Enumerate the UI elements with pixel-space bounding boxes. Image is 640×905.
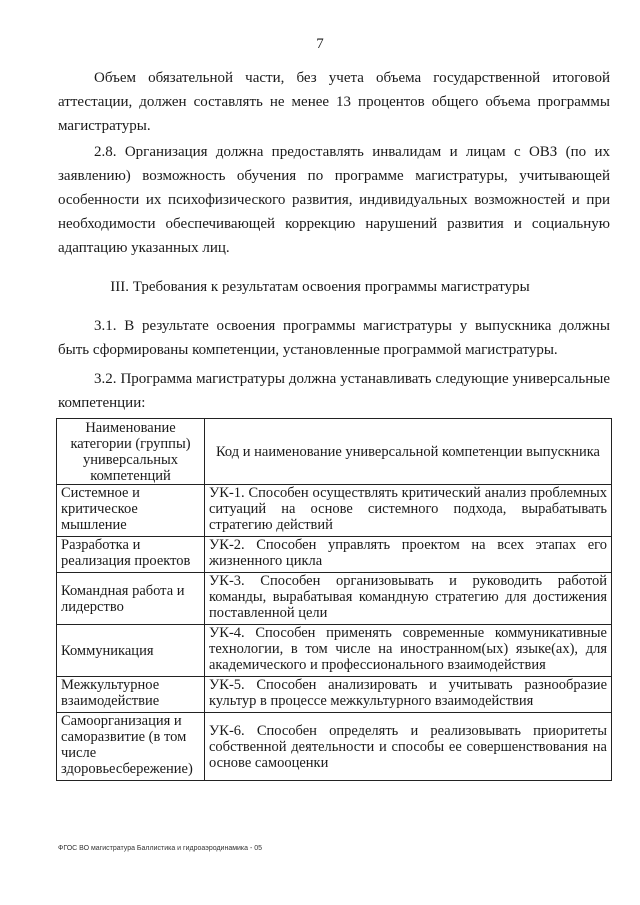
competence-cell: УК-5. Способен анализировать и учитывать разнообразие культур в процессе межкультурного взаимодействия [205,677,612,713]
column-header-category: Наименование категории (группы) универсальных компетенций [57,419,205,485]
category-cell: Системное и критическое мышление [57,485,205,537]
paragraph-2-8 [58,140,610,260]
section-heading: III. Требования к результатам освоения программы магистратуры [110,279,530,295]
category-cell: Командная работа и лидерство [57,573,205,625]
competence-cell: УК-1. Способен осуществлять критический анализ проблемных ситуаций на основе системного подхода, вырабатывать стратегию действий [205,485,612,537]
column-header-competence: Код и наименование универсальной компетенции выпускника [205,419,612,485]
category-cell: Межкультурное взаимодействие [57,677,205,713]
category-cell: Самоорганизация и саморазвитие (в том числе здоровьесбережение) [57,713,205,781]
competence-cell: УК-3. Способен организовывать и руководить работой команды, вырабатывая командную стратегию для достижения поставленной цели [205,573,612,625]
table-header-row [57,419,612,485]
competence-cell: УК-4. Способен применять современные коммуникативные технологии, в том числе на иностранном(ых) языке(ах), для академического и профессионального взаимодействия [205,625,612,677]
competence-cell: УК-2. Способен управлять проектом на всех этапах его жизненного цикла [205,537,612,573]
competence-cell: УК-6. Способен определять и реализовывать приоритеты собственной деятельности и способы ее совершенствования на основе самооценки [205,713,612,781]
table-row [57,573,612,625]
paragraph-mandatory-part [58,66,610,138]
paragraph-text: Объем обязательной части, без учета объема государственной итоговой аттестации, должен составлять не менее 13 процентов общего объема программы магистратуры. [58,70,610,134]
table-row [57,485,612,537]
category-cell: Коммуникация [57,625,205,677]
table-row [57,677,612,713]
category-cell: Разработка и реализация проектов [57,537,205,573]
page-number: 7 [316,36,324,52]
paragraph-text: 3.2. Программа магистратуры должна устанавливать следующие универсальные компетенции: [58,371,610,411]
table-row [57,625,612,677]
paragraph-text: 3.1. В результате освоения программы магистратуры у выпускника должны быть сформированы компетенции, установленные программой магистратуры. [58,318,610,358]
paragraph-text: 2.8. Организация должна предоставлять инвалидам и лицам с ОВЗ (по их заявлению) возможность обучения по программе магистратуры, учитывающей особенности их психофизического развития, индивидуальных возможностей и при необходимости обеспечивающей коррекцию нарушений развития и социальную адаптацию указанных лиц. [58,144,610,256]
competencies-table [56,418,612,781]
paragraph-3-2 [58,367,610,415]
table-row [57,537,612,573]
document-footer: ФГОС ВО магистратура Баллистика и гидроаэродинамика - 05 [58,845,263,852]
paragraph-3-1 [58,314,610,362]
table-row [57,713,612,781]
